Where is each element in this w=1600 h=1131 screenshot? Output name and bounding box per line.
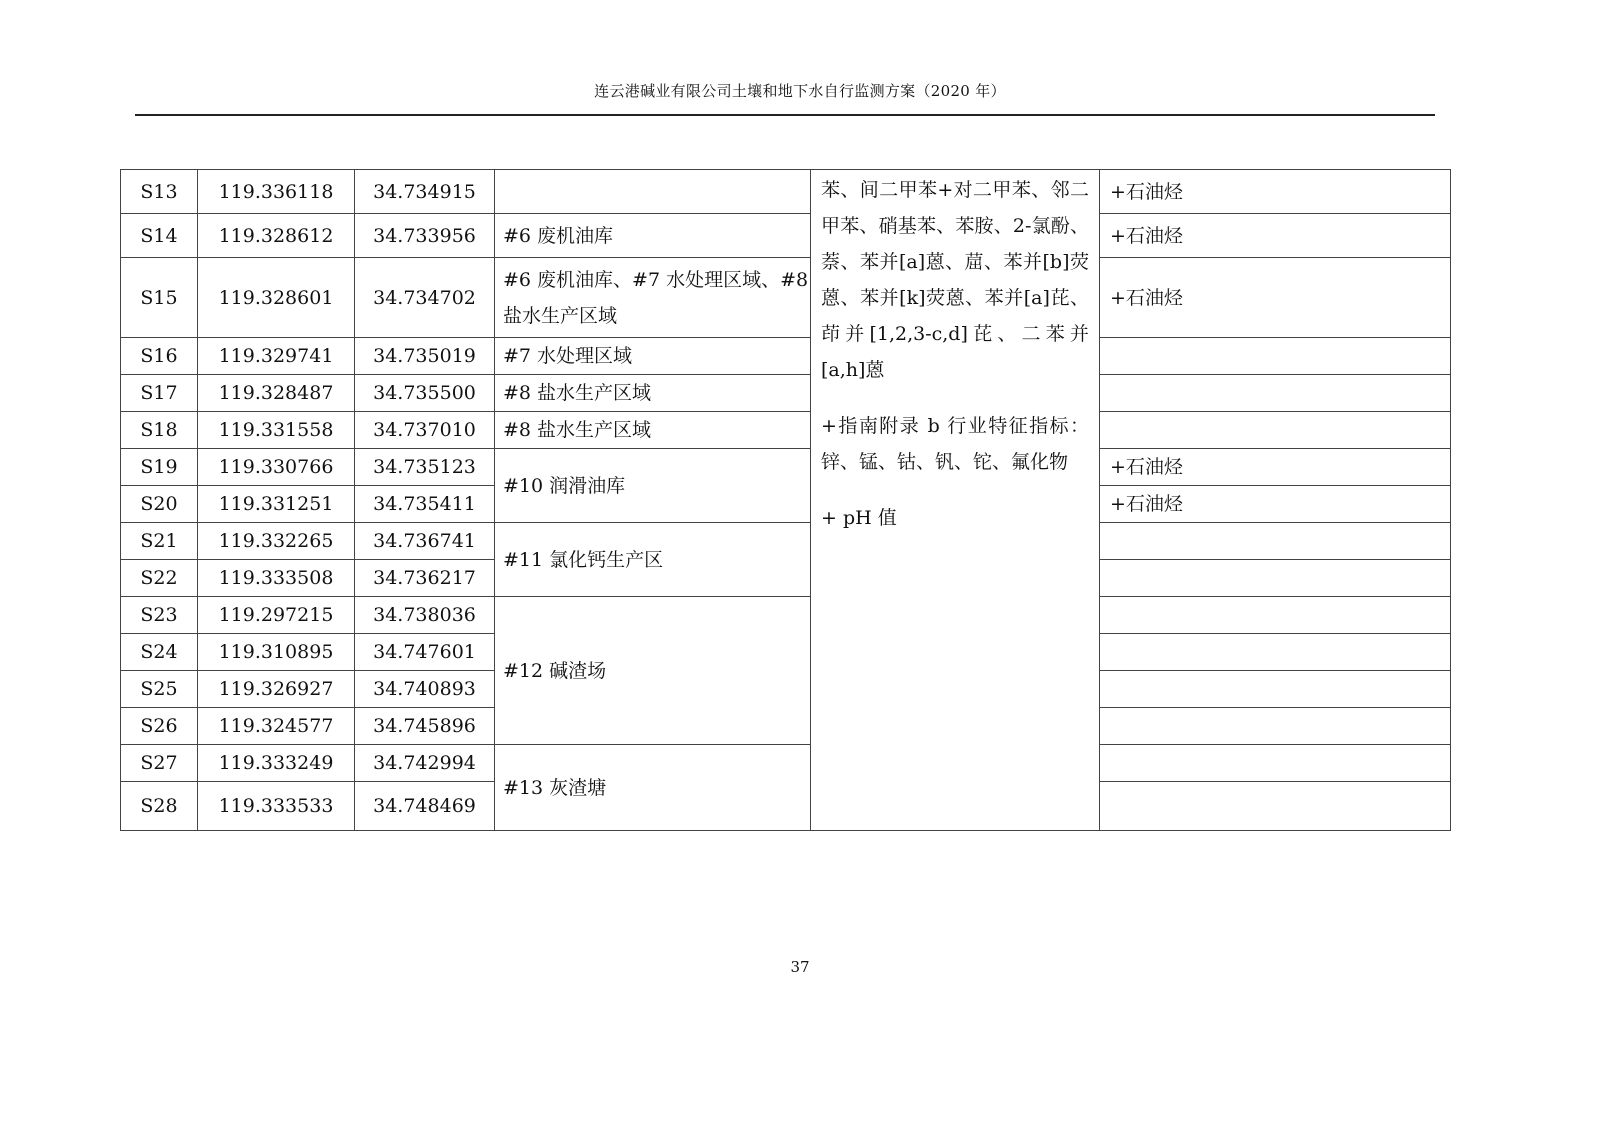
table-row (121, 745, 1451, 782)
point-id: S13 (121, 170, 198, 214)
point-id: S20 (121, 486, 198, 523)
point-id: S28 (121, 782, 198, 831)
point-location: #11 氯化钙生产区 (495, 523, 811, 597)
point-location: #7 水处理区域 (495, 338, 811, 375)
point-latitude: 34.735411 (355, 486, 495, 523)
table-row (121, 375, 1451, 412)
point-id: S19 (121, 449, 198, 486)
point-latitude: 34.745896 (355, 708, 495, 745)
table-row (121, 597, 1451, 634)
industry-indicator-list: +指南附录 b 行业特征指标：锌、锰、钴、钒、铊、氟化物 (821, 415, 1089, 473)
point-location: #6 废机油库 (495, 214, 811, 258)
point-location: #8 盐水生产区域 (495, 412, 811, 449)
extra-indicator (1100, 634, 1451, 671)
point-longitude: 119.336118 (198, 170, 355, 214)
point-id: S23 (121, 597, 198, 634)
ph-indicator: + pH 值 (821, 507, 897, 529)
point-latitude: 34.740893 (355, 671, 495, 708)
point-id: S15 (121, 258, 198, 338)
table-row (121, 214, 1451, 258)
extra-indicator (1100, 708, 1451, 745)
point-longitude: 119.297215 (198, 597, 355, 634)
point-latitude: 34.735123 (355, 449, 495, 486)
point-id: S26 (121, 708, 198, 745)
point-longitude: 119.331558 (198, 412, 355, 449)
table-row (121, 523, 1451, 560)
point-latitude: 34.734915 (355, 170, 495, 214)
point-longitude: 119.330766 (198, 449, 355, 486)
extra-indicator (1100, 412, 1451, 449)
extra-indicator (1100, 782, 1451, 831)
point-id: S18 (121, 412, 198, 449)
indicator-spacer (821, 388, 1089, 408)
extra-indicator (1100, 523, 1451, 560)
point-id: S24 (121, 634, 198, 671)
point-location: #12 碱渣场 (495, 597, 811, 745)
extra-indicator (1100, 745, 1451, 782)
point-location: #6 废机油库、#7 水处理区域、#8 盐水生产区域 (495, 258, 811, 338)
point-longitude: 119.333508 (198, 560, 355, 597)
point-latitude: 34.734702 (355, 258, 495, 338)
monitoring-points-table (120, 169, 1451, 831)
point-longitude: 119.326927 (198, 671, 355, 708)
point-latitude: 34.748469 (355, 782, 495, 831)
point-latitude: 34.747601 (355, 634, 495, 671)
point-longitude: 119.324577 (198, 708, 355, 745)
point-longitude: 119.331251 (198, 486, 355, 523)
point-location: #10 润滑油库 (495, 449, 811, 523)
voc-indicator-list: 苯、间二甲苯+对二甲苯、邻二甲苯、硝基苯、苯胺、2-氯酚、萘、苯并[a]蒽、䓛、苯并[b]荧蒽、苯并[k]荧蒽、苯并[a]芘、茚并[1,2,3-c,d]芘、二苯并[a,h]蒽 (821, 179, 1089, 381)
point-latitude: 34.738036 (355, 597, 495, 634)
point-latitude: 34.735500 (355, 375, 495, 412)
table-row (121, 338, 1451, 375)
extra-indicator (1100, 597, 1451, 634)
indicator-spacer (821, 480, 1089, 500)
point-latitude: 34.742994 (355, 745, 495, 782)
point-longitude: 119.310895 (198, 634, 355, 671)
extra-indicator (1100, 338, 1451, 375)
extra-indicator (1100, 560, 1451, 597)
table-row (121, 258, 1451, 338)
point-longitude: 119.333249 (198, 745, 355, 782)
point-longitude: 119.328612 (198, 214, 355, 258)
page-number: 37 (790, 958, 810, 976)
point-id: S27 (121, 745, 198, 782)
point-longitude: 119.328487 (198, 375, 355, 412)
point-id: S14 (121, 214, 198, 258)
point-id: S21 (121, 523, 198, 560)
point-longitude: 119.333533 (198, 782, 355, 831)
header-divider (135, 114, 1435, 116)
extra-indicator: +石油烃 (1100, 258, 1451, 338)
point-longitude: 119.332265 (198, 523, 355, 560)
point-location (495, 170, 811, 214)
extra-indicator: +石油烃 (1100, 214, 1451, 258)
point-id: S25 (121, 671, 198, 708)
table-row (121, 170, 1451, 214)
point-location: #8 盐水生产区域 (495, 375, 811, 412)
extra-indicator: +石油烃 (1100, 486, 1451, 523)
point-latitude: 34.737010 (355, 412, 495, 449)
extra-indicator (1100, 375, 1451, 412)
table-row (121, 449, 1451, 486)
table-row (121, 412, 1451, 449)
monitoring-indicators-cell (811, 170, 1100, 831)
point-longitude: 119.329741 (198, 338, 355, 375)
point-id: S17 (121, 375, 198, 412)
extra-indicator: +石油烃 (1100, 449, 1451, 486)
point-latitude: 34.736741 (355, 523, 495, 560)
point-id: S16 (121, 338, 198, 375)
extra-indicator (1100, 671, 1451, 708)
point-location: #13 灰渣塘 (495, 745, 811, 831)
page-header-title: 连云港碱业有限公司土壤和地下水自行监测方案（2020 年） (594, 82, 1006, 100)
point-longitude: 119.328601 (198, 258, 355, 338)
point-latitude: 34.733956 (355, 214, 495, 258)
point-latitude: 34.735019 (355, 338, 495, 375)
point-latitude: 34.736217 (355, 560, 495, 597)
point-id: S22 (121, 560, 198, 597)
extra-indicator: +石油烃 (1100, 170, 1451, 214)
